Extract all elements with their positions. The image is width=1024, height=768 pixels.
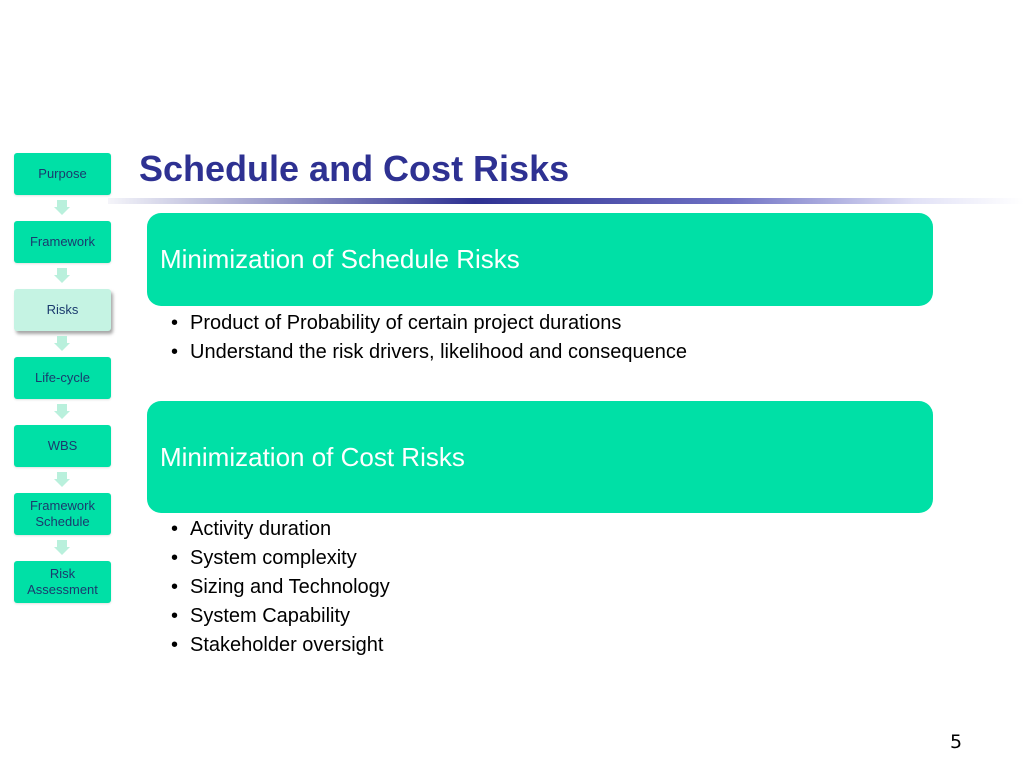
list-item: • Sizing and Technology	[170, 573, 390, 602]
list-item: • Activity duration	[170, 515, 390, 544]
title-underline	[108, 198, 1024, 204]
cost-risks-list	[170, 515, 390, 660]
section-heading: Minimization of Cost Risks	[160, 441, 465, 472]
nav-item-label: WBS	[47, 438, 78, 453]
list-item: • Product of Probability of certain project durations	[170, 309, 687, 338]
section-heading: Minimization of Schedule Risks	[160, 244, 520, 274]
schedule-risks-list	[170, 309, 687, 367]
nav-item-label: Framework	[29, 234, 95, 249]
down-arrow-icon	[54, 336, 70, 352]
down-arrow-icon	[54, 540, 70, 556]
list-item: • System complexity	[170, 544, 390, 573]
list-item: • Stakeholder oversight	[170, 631, 390, 660]
nav-item-wbs[interactable]	[14, 425, 111, 467]
cost-risks-box	[147, 401, 933, 513]
nav-item-label: Risk Assessment	[27, 566, 98, 597]
nav-item-life-cycle[interactable]	[14, 357, 111, 399]
page-title: Schedule and Cost Risks	[139, 148, 570, 189]
nav-item-framework[interactable]	[14, 221, 111, 263]
nav-item-label: Framework Schedule	[29, 498, 95, 529]
list-item: • System Capability	[170, 602, 390, 631]
nav-item-label: Purpose	[38, 166, 87, 181]
list-item: • Understand the risk drivers, likelihood and consequence	[170, 338, 687, 367]
nav-item-purpose[interactable]	[14, 153, 111, 195]
nav-item-risks[interactable]	[14, 289, 111, 331]
nav-item-framework-schedule[interactable]	[14, 493, 111, 535]
page-number: 5	[950, 731, 963, 753]
down-arrow-icon	[54, 404, 70, 420]
nav-item-label: Life-cycle	[35, 370, 90, 385]
schedule-risks-box	[147, 213, 933, 306]
nav-item-risk-assessment[interactable]	[14, 561, 111, 603]
down-arrow-icon	[54, 200, 70, 216]
down-arrow-icon	[54, 472, 70, 488]
down-arrow-icon	[54, 268, 70, 284]
nav-item-label: Risks	[46, 302, 79, 317]
